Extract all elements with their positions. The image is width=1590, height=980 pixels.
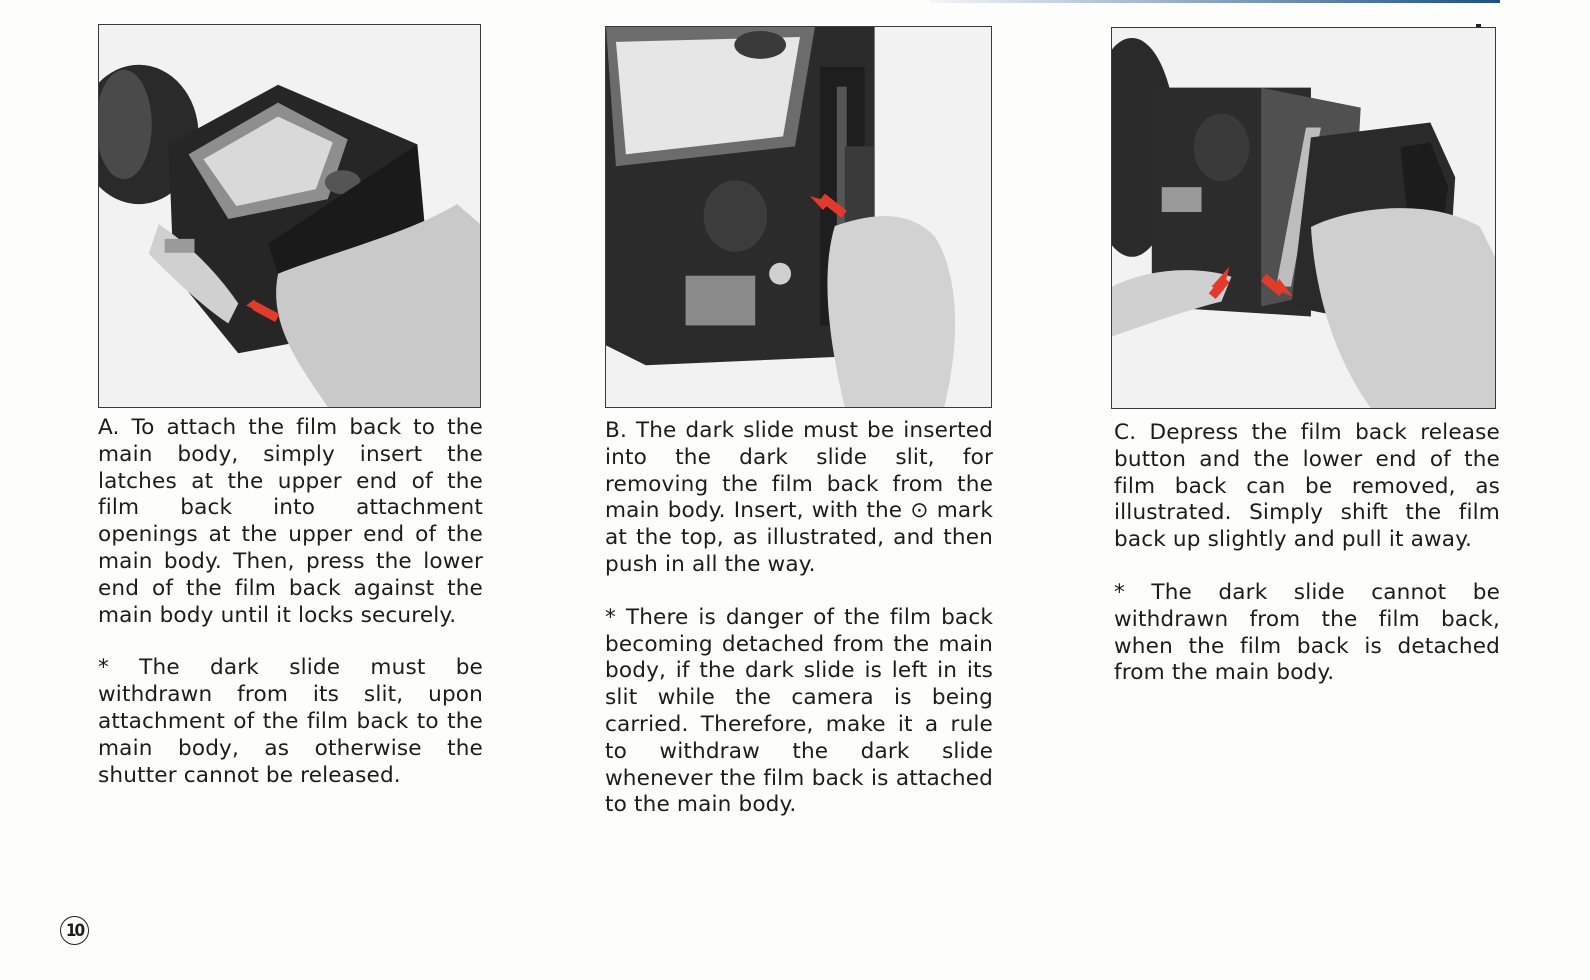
step-a-note: * The dark slide must be withdrawn from its slit, upon attachment of the film back to the main body, as otherwise the shutter cannot be released. xyxy=(98,655,483,788)
step-c-instruction: C. Depress the film back release button and the lower end of the film back can be removed, as illustrated. Simply shift the film back up slightly and pull it away. xyxy=(1114,420,1500,553)
top-rule xyxy=(930,0,1500,3)
photo-remove-film-back xyxy=(1111,27,1496,409)
page-number: 10 xyxy=(60,916,89,945)
film-back-removal-illustration xyxy=(1112,28,1495,408)
step-b-note: * There is danger of the film back becoming detached from the main body, if the dark slide is left in its slit while the camera is being carried. Therefore, make it a rule to withdraw the dark slide whenever the film back is attached to the main body. xyxy=(605,604,993,818)
step-b-instruction: B. The dark slide must be inserted into the dark slide slit, for removing the film back from the main body. Insert, with the ⊙ mark at the top, as illustrated, and then push in all the way. xyxy=(605,418,993,577)
camera-attach-illustration xyxy=(99,25,480,407)
step-c-note: * The dark slide cannot be withdrawn from the film back, when the film back is detached from the main body. xyxy=(1114,579,1500,686)
step-c-text xyxy=(1114,420,1500,687)
step-a-instruction: A. To attach the film back to the main body, simply insert the latches at the upper end of the film back into attachment openings at the upper end of the main body. Then, press the lower end of the film back against the main body until it locks securely. xyxy=(98,415,483,628)
photo-attach-film-back xyxy=(98,24,481,408)
step-b-text xyxy=(605,418,993,819)
photo-insert-dark-slide xyxy=(605,26,992,408)
dark-slide-illustration xyxy=(606,27,991,407)
step-a-text xyxy=(98,415,483,789)
